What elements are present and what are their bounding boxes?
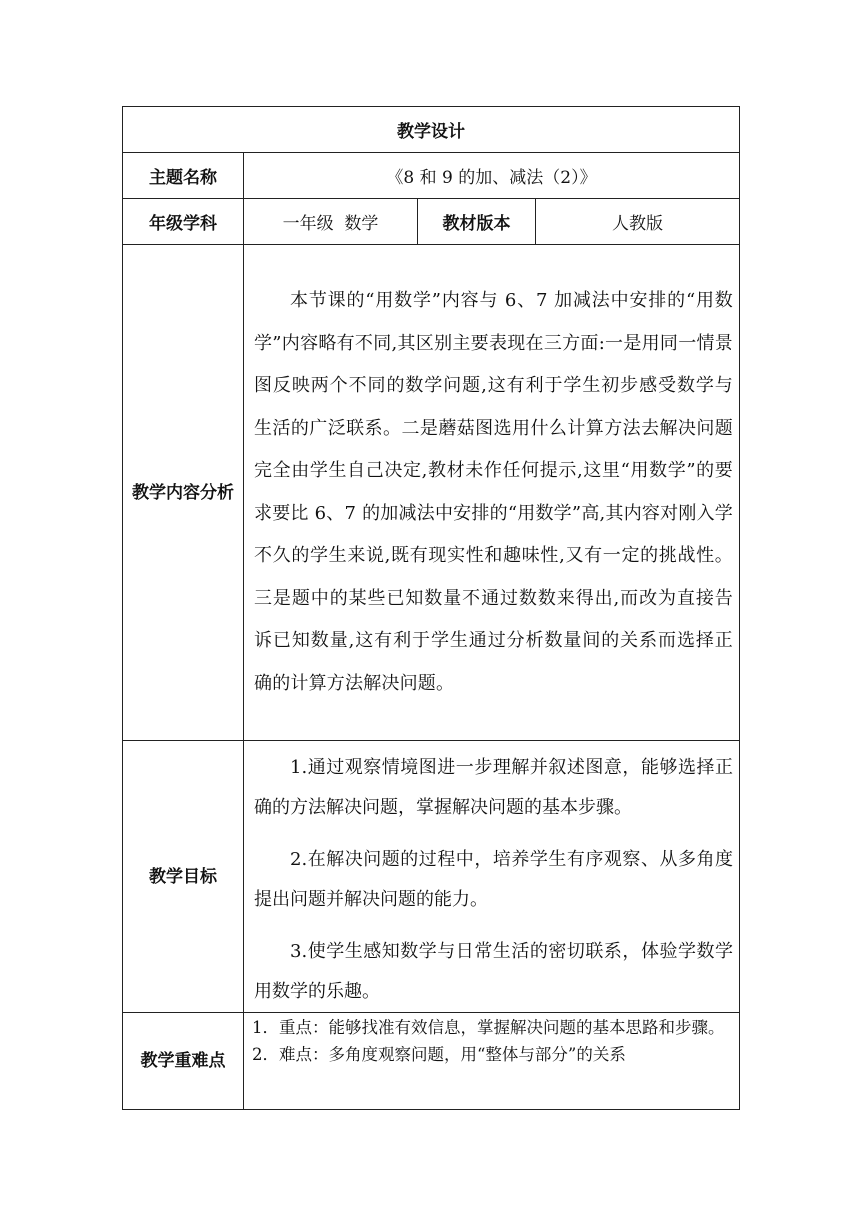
goals-cell: [244, 741, 740, 1013]
content-label-text: 教学内容分析: [132, 482, 234, 503]
topic-value: 《8 和 9 的加、减法（2）》: [244, 153, 740, 199]
goal-item: 2.在解决问题的过程中，培养学生有序观察、从多角度提出问题并解决问题的能力。: [254, 848, 733, 910]
keypoint-item: 1．重点：能够找准有效信息，掌握解决问题的基本思路和步骤。: [252, 1018, 725, 1037]
keypoints-label: 教学重难点: [123, 1013, 244, 1110]
keypoints-cell: [244, 1013, 740, 1110]
goal-item: 3.使学生感知数学与日常生活的密切联系，体验学数学用数学的乐趣。: [254, 940, 733, 1002]
edition-value: 人教版: [536, 199, 740, 245]
teaching-design-table: [122, 106, 740, 1110]
topic-label: 主题名称: [123, 153, 244, 199]
goal-item: 1.通过观察情境图进一步理解并叙述图意，能够选择正确的方法解决问题，掌握解决问题的基本步骤。: [254, 756, 733, 818]
content-cell: [244, 245, 740, 741]
grade-value: 一年级 数学: [244, 199, 418, 245]
content-label: [123, 245, 244, 741]
grade-label: 年级学科: [123, 199, 244, 245]
table-title: 教学设计: [123, 107, 740, 153]
edition-label: 教材版本: [418, 199, 536, 245]
content-text: 本节课的“用数学”内容与 6、7 加减法中安排的“用数学”内容略有不同,其区别主要表现在三方面:一是用同一情景图反映两个不同的数学问题,这有利于学生初步感受数学与生活的广泛联系。二是蘑菇图选用什么计算方法去解决问题完全由学生自己决定,教材未作任何提示,这里“用数学”的要求要比 6、7 的加减法中安排的“用数学”高,其内容对刚入学不久的学生来说,既有现实性和趣味性,又有一定的挑战性。三是题中的某些已知数量不通过数数来得出,而改为直接告诉已知数量,这有利于学生通过分析数量间的关系而选择正确的计算方法解决问题。: [254, 290, 733, 694]
keypoints-list: [244, 1013, 739, 1066]
goals-label: 教学目标: [123, 741, 244, 1013]
keypoint-item: 2．难点：多角度观察问题，用“整体与部分”的关系: [252, 1045, 626, 1064]
goals-list: [244, 742, 739, 1012]
